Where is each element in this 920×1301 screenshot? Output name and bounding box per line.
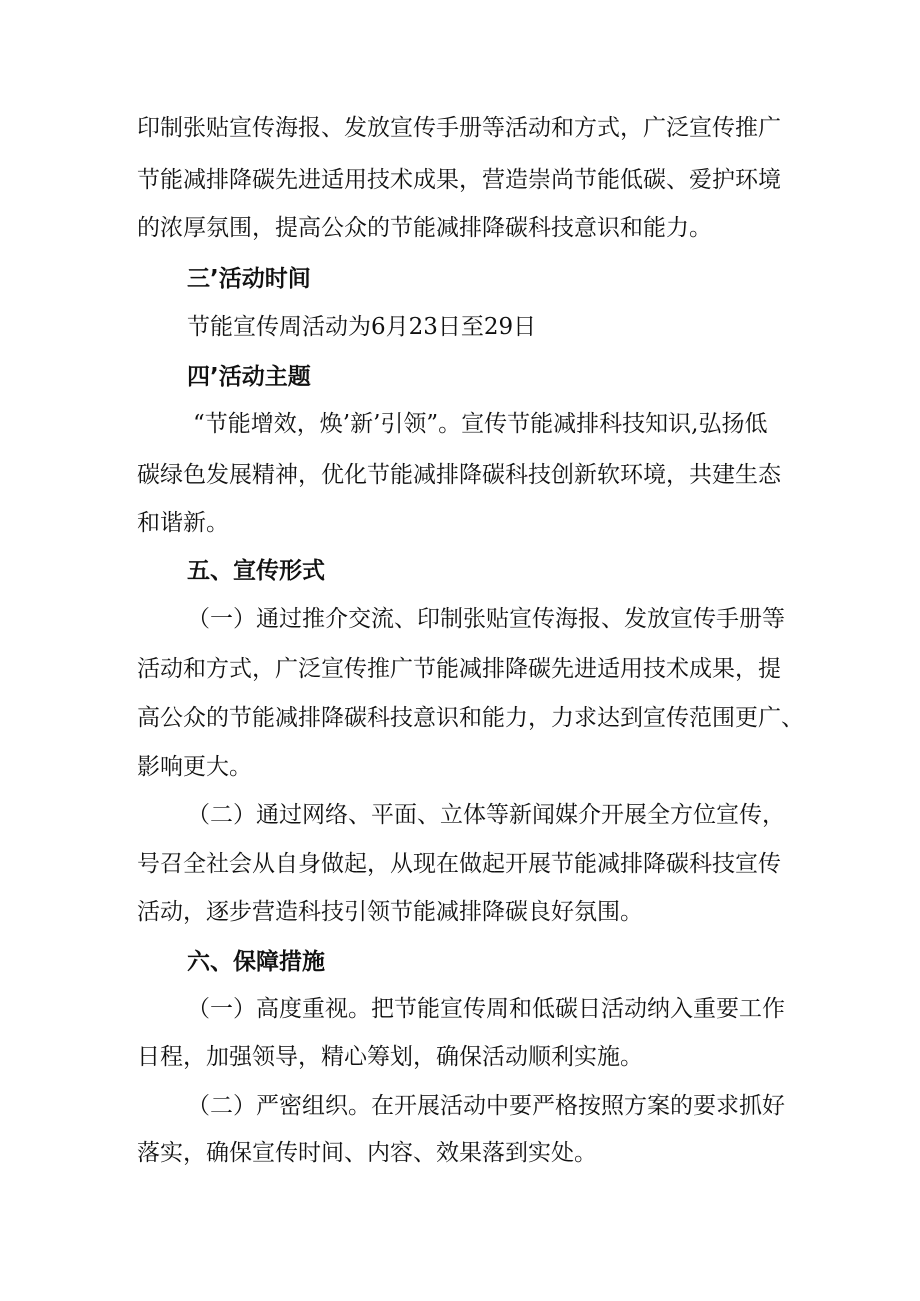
section-heading-publicity-form: 五、宣传形式 xyxy=(187,558,325,584)
paragraph-line: 节能减排降碳先进适用技术成果，营造崇尚节能低碳、爱护环境 xyxy=(137,167,781,193)
paragraph-line: 高公众的节能减排降碳科技意识和能力，力求达到宣传范围更广、 xyxy=(137,705,804,731)
paragraph-line: （二）通过网络、平面、立体等新闻媒介开展全方位宣传， xyxy=(187,802,785,828)
paragraph-line: 活动和方式，广泛宣传推广节能减排降碳先进适用技术成果，提 xyxy=(137,656,781,682)
paragraph-line: 落实，确保宣传时间、内容、效果落到实处。 xyxy=(137,1140,597,1166)
section-heading-activity-time: 三’活动时间 xyxy=(187,266,311,292)
paragraph-line: 活动，逐步营造科技引领节能减排降碳良好氛围。 xyxy=(137,899,643,925)
paragraph-line: （一）通过推介交流、印制张贴宣传海报、发放宣传手册等 xyxy=(187,606,785,632)
paragraph-line: （一）高度重视。把节能宣传周和低碳日活动纳入重要工作 xyxy=(187,996,785,1022)
section-heading-safeguards: 六、保障措施 xyxy=(187,949,325,975)
paragraph-line: 日程，加强领导，精心筹划，确保活动顺利实施。 xyxy=(137,1044,643,1070)
paragraph-line: “节能增效，焕’新’引领”。宣传节能减排科技知识,弘扬低 xyxy=(193,411,768,437)
paragraph-line: 号召全社会从自身做起，从现在做起开展节能减排降碳科技宣传 xyxy=(137,851,781,877)
paragraph-line: 节能宣传周活动为6月23日至29日 xyxy=(187,314,537,340)
section-heading-activity-theme: 四’活动主题 xyxy=(187,364,311,390)
paragraph-line: 影响更大。 xyxy=(137,754,252,780)
paragraph-line: 和谐新。 xyxy=(137,510,229,536)
paragraph-line: （二）严密组织。在开展活动中要严格按照方案的要求抓好 xyxy=(187,1093,785,1119)
paragraph-line: 的浓厚氛围，提高公众的节能减排降碳科技意识和能力。 xyxy=(137,215,712,241)
paragraph-line: 印制张贴宣传海报、发放宣传手册等活动和方式，广泛宣传推广 xyxy=(137,115,781,141)
paragraph-line: 碳绿色发展精神，优化节能减排降碳科技创新软环境，共建生态 xyxy=(137,462,781,488)
